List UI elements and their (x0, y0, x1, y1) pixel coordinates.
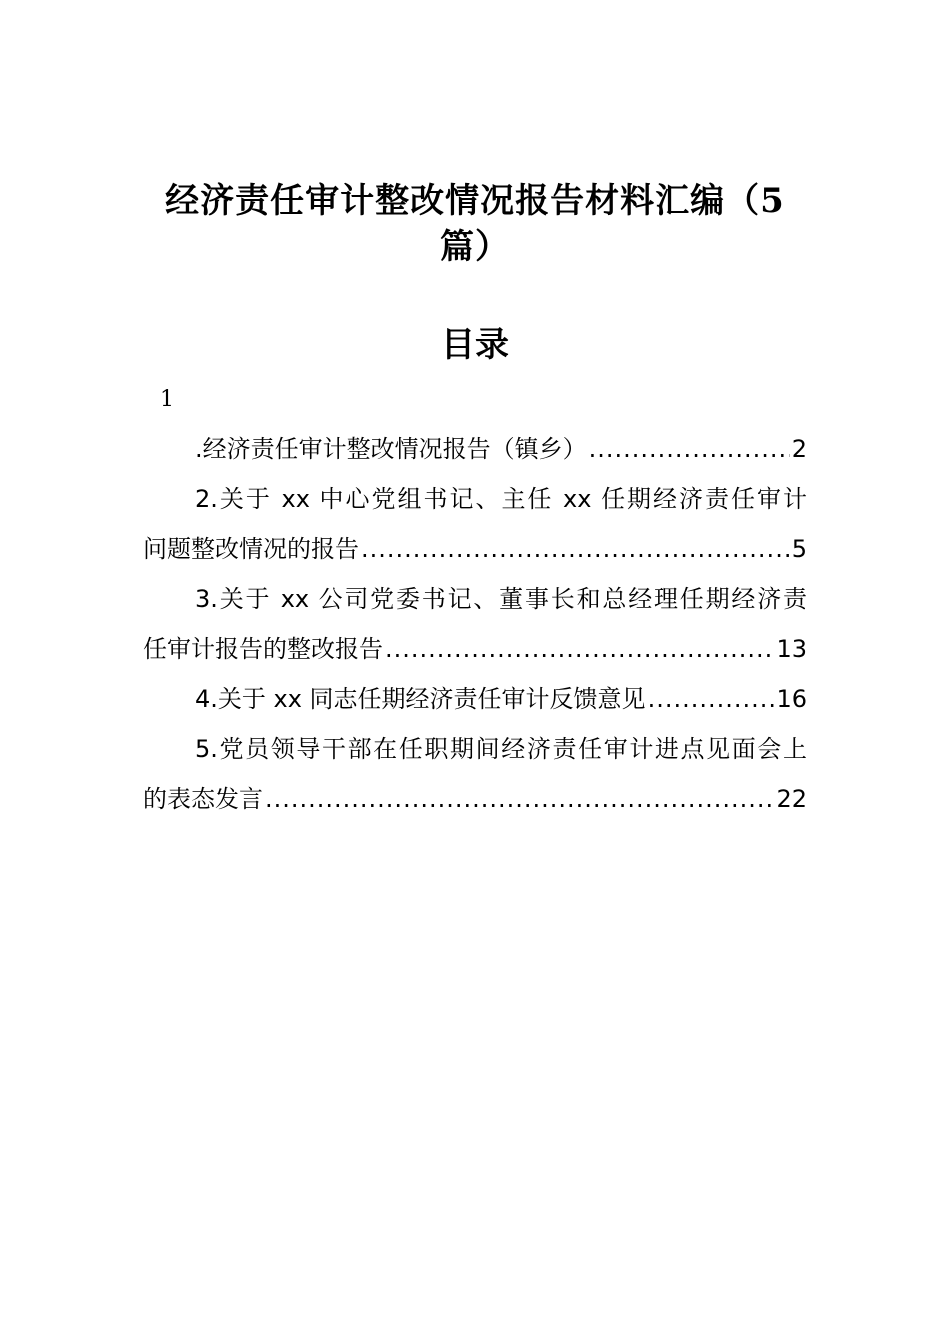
toc-entry-3[interactable] (143, 574, 807, 674)
toc-entry-3-title-line1: 3.关于 xx 公司党委书记、董事长和总经理任期经济责 (195, 585, 807, 613)
table-of-contents (143, 424, 807, 824)
toc-entry-1-page: 2 (791, 435, 807, 463)
toc-entry-5[interactable] (143, 724, 807, 824)
toc-entry-3-leader (385, 624, 774, 674)
toc-entry-4-leader (648, 674, 775, 724)
toc-entry-5-title-line1: 5.党员领导干部在任职期间经济责任审计进点见面会上 (195, 735, 807, 763)
toc-entry-4-page: 16 (776, 685, 807, 713)
toc-entry-4[interactable] (143, 674, 807, 724)
toc-entry-5-title-line2: 的表态发言 (143, 785, 263, 813)
document-title: 经济责任审计整改情况报告材料汇编（5篇） (165, 181, 785, 267)
toc-entry-4-title: 4.关于 xx 同志任期经济责任审计反馈意见 (195, 685, 646, 713)
toc-entry-2[interactable] (143, 474, 807, 574)
toc-entry-1[interactable] (143, 424, 807, 474)
toc-entry-2-page: 5 (791, 535, 807, 563)
toc-entry-3-title-line2: 任审计报告的整改报告 (143, 635, 383, 663)
toc-entry-5-leader (265, 774, 774, 824)
toc-entry-5-page: 22 (776, 785, 807, 813)
list-marker: 1 (160, 387, 174, 412)
toc-entry-3-page: 13 (776, 635, 807, 663)
toc-entry-2-leader (361, 524, 790, 574)
toc-entry-1-title: .经济责任审计整改情况报告（镇乡） (195, 435, 587, 463)
toc-entry-2-title-line1: 2.关于 xx 中心党组书记、主任 xx 任期经济责任审计 (195, 485, 807, 513)
toc-entry-1-leader (589, 424, 790, 474)
toc-heading: 目录 (441, 325, 509, 365)
toc-entry-2-title-line2: 问题整改情况的报告 (143, 535, 359, 563)
